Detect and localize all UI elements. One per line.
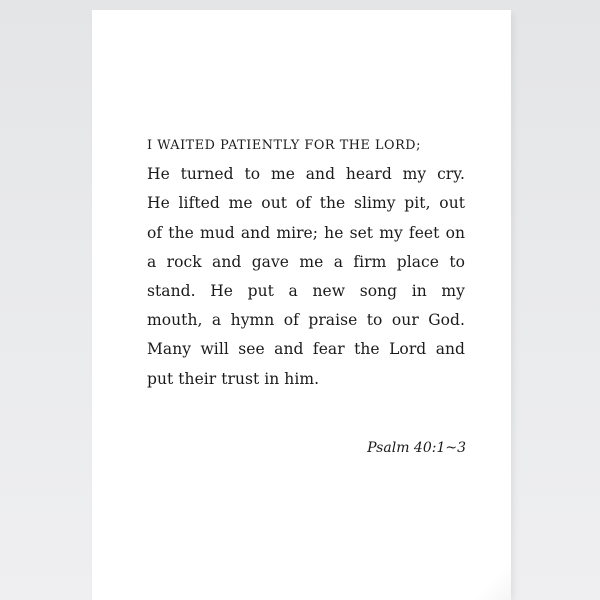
verse-line: He lifted me out of the slimy pit, out <box>147 194 465 213</box>
verse-heading: I WAITED PATIENTLY FOR THE LORD; <box>147 138 421 153</box>
verse-line: put their trust in him. <box>147 369 320 388</box>
poster-corner-shade <box>471 560 511 600</box>
verse-line: mouth, a hymn of praise to our God. <box>147 311 465 330</box>
verse-line: of the mud and mire; he set my feet on <box>147 223 465 242</box>
verse-line: He turned to me and heard my cry. <box>147 165 465 184</box>
verse-line: Many will see and fear the Lord and <box>147 340 465 359</box>
verse-line: stand. He put a new song in my <box>147 282 465 301</box>
verse-line: a rock and gave me a firm place to <box>147 252 465 271</box>
scripture-verse <box>147 131 465 394</box>
verse-citation: Psalm 40:1~3 <box>367 440 466 456</box>
poster <box>92 10 511 600</box>
